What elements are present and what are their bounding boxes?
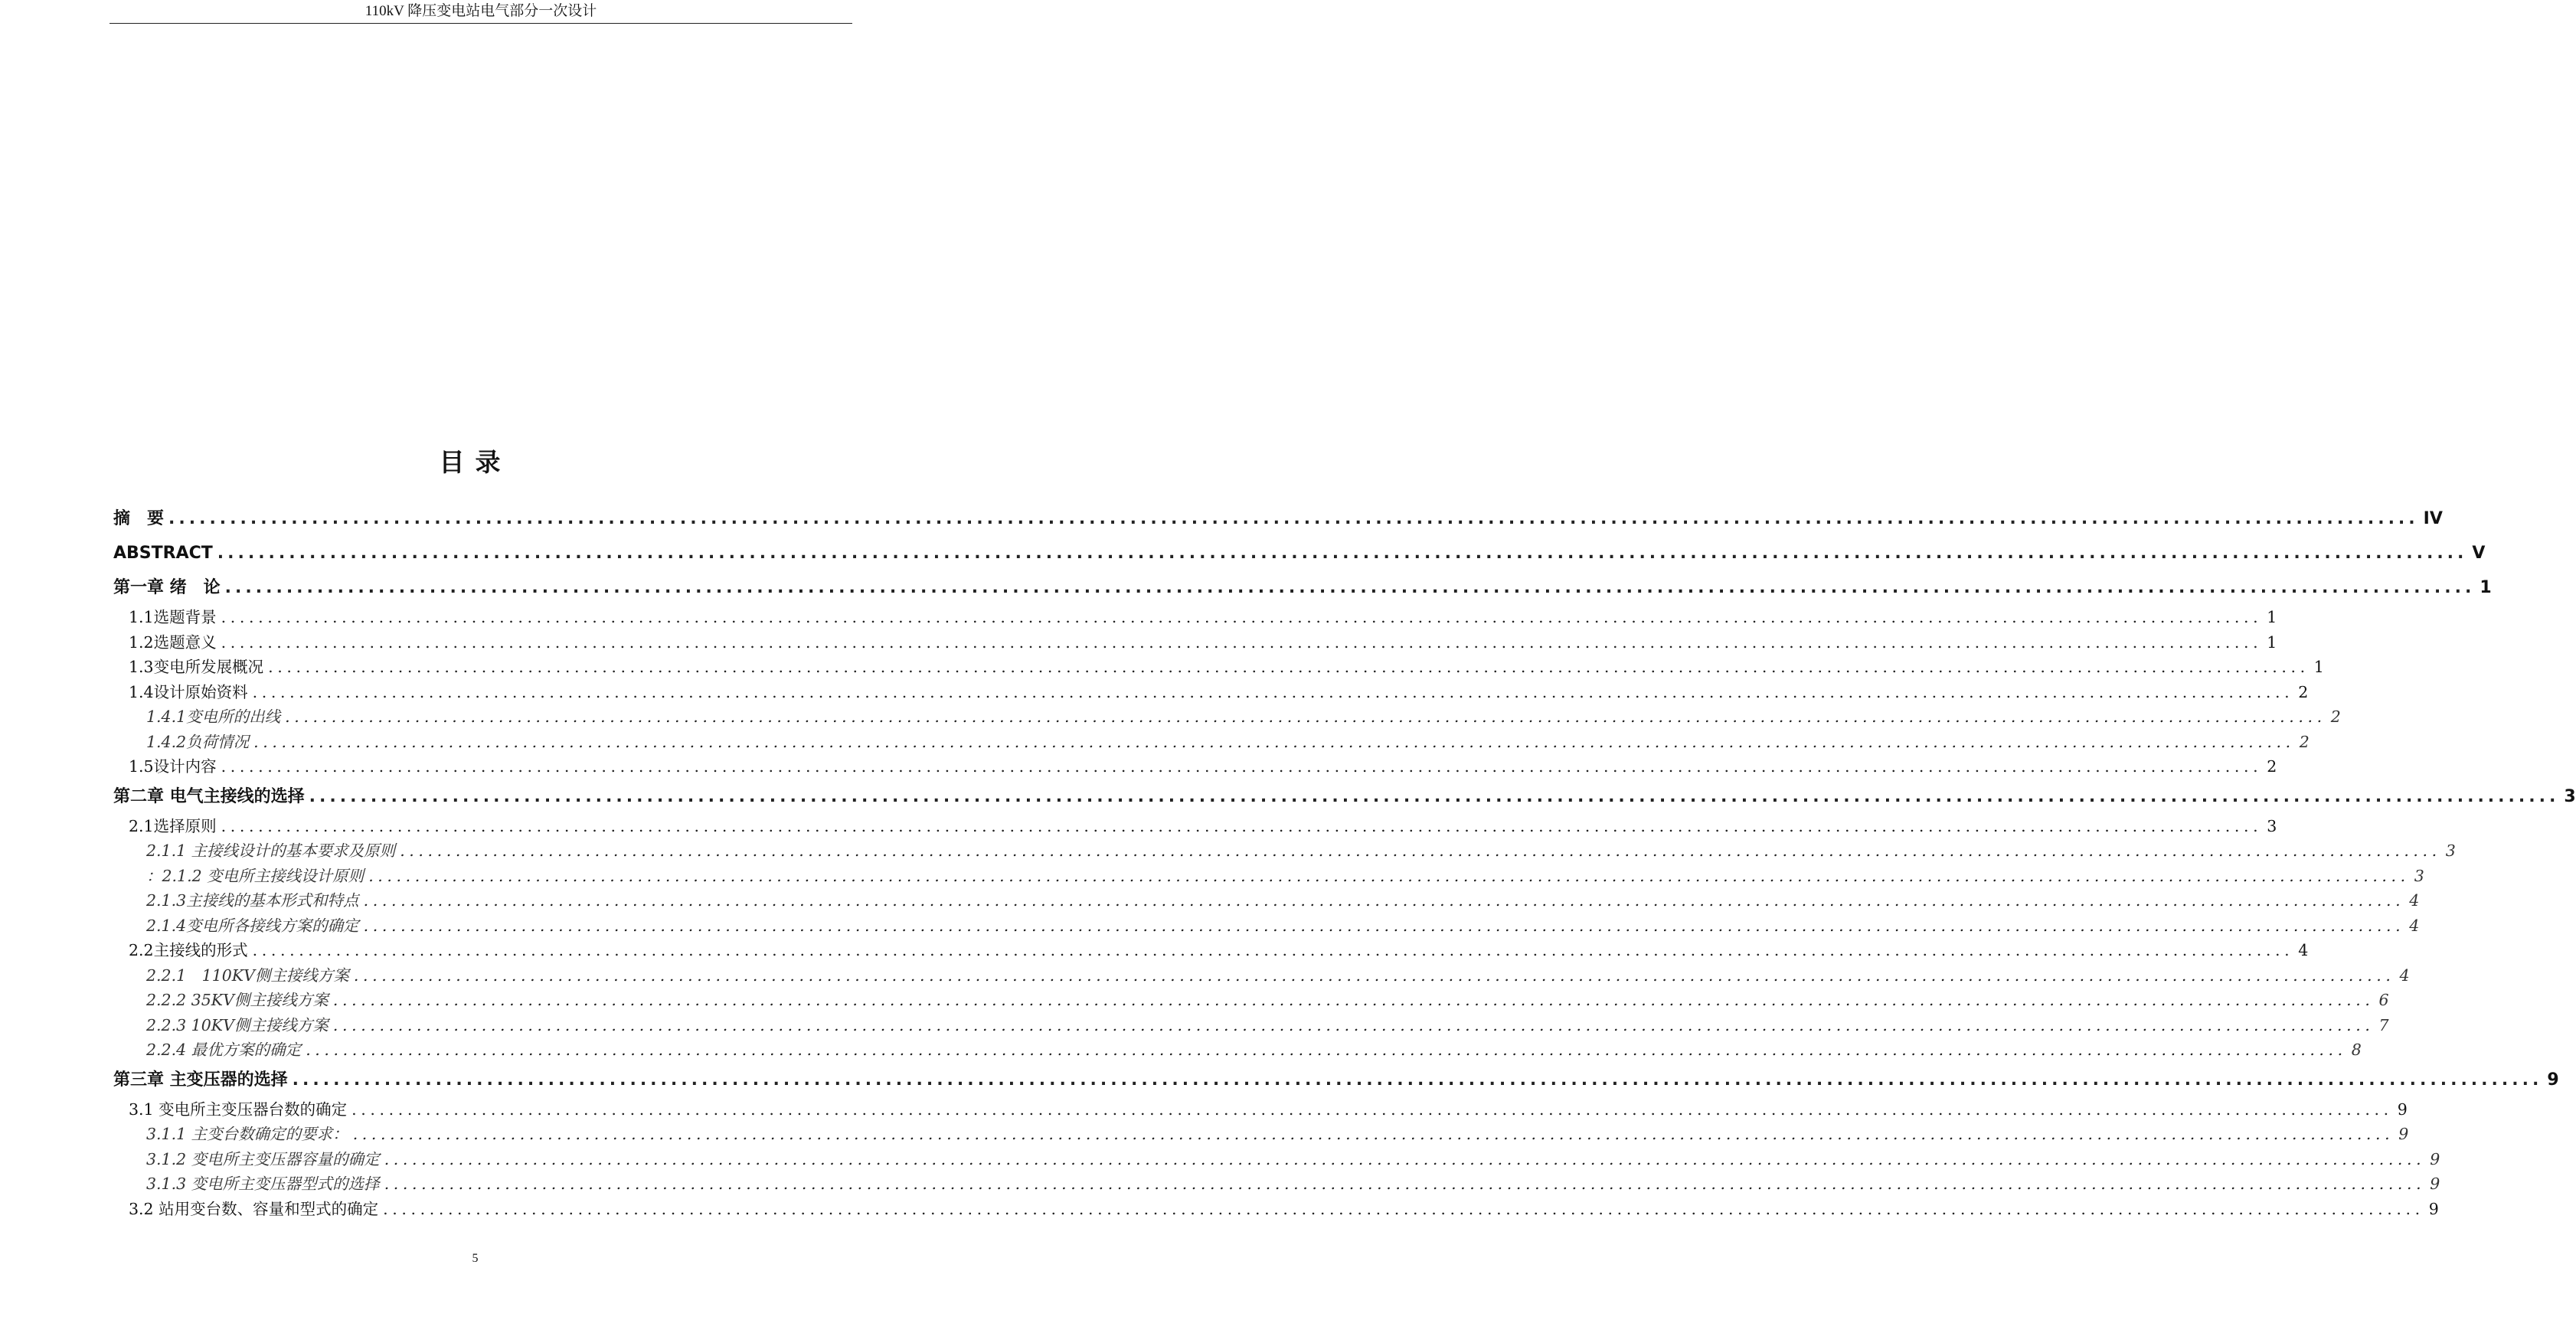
- dot-leader: ............................................................................................................................................................................................................................: [368, 866, 2410, 885]
- toc-entry-label: ：2.1.2 变电所主接线设计原则: [146, 866, 364, 885]
- dot-leader: ............................................................................................................................................................................................................................: [217, 544, 2468, 563]
- toc-entry-label: 1.4设计原始资料: [129, 682, 248, 701]
- toc-entry-label: 第一章 绪 论: [113, 578, 221, 597]
- toc-entry[interactable]: [113, 1013, 2389, 1038]
- toc-entry-label: 1.2选题意义: [129, 632, 217, 652]
- dot-leader: ............................................................................................................................................................................................................................: [221, 757, 2263, 776]
- dot-leader: ............................................................................................................................................................................................................................: [221, 816, 2263, 835]
- toc-entry-label: 3.1.3 变电所主变压器型式的选择: [146, 1175, 380, 1193]
- toc-entry-page: 9: [2430, 1175, 2440, 1193]
- toc-entry[interactable]: [113, 779, 2576, 814]
- toc-entry-page: 2: [2299, 732, 2310, 751]
- toc-entry[interactable]: [113, 988, 2389, 1013]
- dot-leader: ............................................................................................................................................................................................................................: [384, 1175, 2426, 1193]
- toc-entry[interactable]: [113, 1097, 2408, 1122]
- toc-entry-label: 3.1 变电所主变压器台数的确定: [129, 1100, 348, 1119]
- toc-entry[interactable]: [113, 864, 2424, 889]
- toc-entry-page: 4: [2399, 966, 2410, 985]
- toc-entry-page: 7: [2378, 1015, 2389, 1034]
- dot-leader: ............................................................................................................................................................................................................................: [400, 841, 2441, 860]
- toc-entry[interactable]: [113, 1122, 2409, 1147]
- toc-entry[interactable]: [113, 704, 2341, 730]
- dot-leader: ............................................................................................................................................................................................................................: [221, 608, 2263, 626]
- toc-entry-page: 2: [2298, 682, 2309, 701]
- dot-leader: ............................................................................................................................................................................................................................: [363, 916, 2405, 935]
- toc-entry[interactable]: [113, 502, 2443, 536]
- toc-entry-page: 4: [2409, 916, 2420, 935]
- toc-entry[interactable]: [113, 536, 2486, 570]
- toc-entry-page: 9: [2398, 1125, 2409, 1143]
- toc-entry-label: 2.2.1 110KV侧主接线方案: [146, 966, 349, 985]
- toc-entry[interactable]: [113, 814, 2277, 839]
- dot-leader: ............................................................................................................................................................................................................................: [352, 1125, 2395, 1143]
- toc-entry-label: 1.3变电所发展概况: [129, 658, 264, 676]
- toc-entry[interactable]: [113, 1197, 2439, 1222]
- toc-entry-label: 1.1选题背景: [129, 608, 217, 626]
- toc-entry-page: 2: [2267, 757, 2277, 776]
- dot-leader: ............................................................................................................................................................................................................................: [353, 966, 2395, 985]
- toc-entry-label: 2.1.1 主接线设计的基本要求及原则: [146, 841, 396, 860]
- toc-entry-page: 3: [2414, 866, 2424, 885]
- toc-entry[interactable]: [113, 963, 2410, 988]
- toc-entry[interactable]: [113, 938, 2309, 963]
- toc-entry-label: 3.2 站用变台数、容量和型式的确定: [129, 1199, 379, 1218]
- page-number: 5: [472, 1252, 479, 1265]
- dot-leader: ............................................................................................................................................................................................................................: [332, 991, 2375, 1009]
- dot-leader: ............................................................................................................................................................................................................................: [252, 941, 2294, 959]
- toc-entry[interactable]: [113, 655, 2324, 680]
- toc-entry-page: 3: [2564, 786, 2576, 806]
- toc-entry-label: 摘 要: [113, 509, 165, 528]
- toc-entry[interactable]: [113, 1171, 2440, 1197]
- dot-leader: ............................................................................................................................................................................................................................: [306, 1041, 2347, 1059]
- toc-entry[interactable]: [113, 605, 2277, 630]
- toc-entry-page: 1: [2480, 578, 2492, 597]
- toc-entry-page: 1: [2267, 608, 2277, 626]
- toc-entry[interactable]: [113, 838, 2456, 864]
- toc-entry[interactable]: [113, 1063, 2559, 1097]
- toc-entry[interactable]: [113, 1037, 2362, 1063]
- dot-leader: ............................................................................................................................................................................................................................: [252, 682, 2294, 701]
- toc-entry-label: 1.4.2负荷情况: [146, 732, 250, 751]
- dot-leader: ............................................................................................................................................................................................................................: [292, 1070, 2543, 1090]
- toc-entry-label: 2.1.3主接线的基本形式和特点: [146, 891, 359, 910]
- toc-entry-label: 1.4.1变电所的出线: [146, 707, 281, 726]
- toc-entry-label: 2.2.2 35KV侧主接线方案: [146, 991, 329, 1009]
- toc-entry-page: 2: [2330, 707, 2341, 726]
- toc-entry-page: 3: [2267, 816, 2277, 835]
- toc-entry[interactable]: [113, 888, 2420, 913]
- toc-entry-label: ABSTRACT: [113, 544, 213, 563]
- toc-entry-page: 4: [2409, 891, 2420, 910]
- toc-entry-page: V: [2472, 544, 2486, 563]
- toc-entry-page: 1: [2267, 632, 2277, 652]
- dot-leader: ............................................................................................................................................................................................................................: [253, 732, 2295, 751]
- toc-entry[interactable]: [113, 913, 2420, 939]
- toc-entry[interactable]: [113, 680, 2309, 705]
- running-header: 110kV 降压变电站电气部分一次设计: [110, 0, 852, 24]
- toc-entry-label: 2.2主接线的形式: [129, 941, 248, 959]
- toc-entry-label: 3.1.2 变电所主变压器容量的确定: [146, 1149, 380, 1168]
- toc-entry[interactable]: [113, 570, 2492, 605]
- toc-entry-page: IV: [2423, 509, 2443, 528]
- dot-leader: ............................................................................................................................................................................................................................: [224, 578, 2476, 597]
- dot-leader: ............................................................................................................................................................................................................................: [285, 707, 2326, 726]
- dot-leader: ............................................................................................................................................................................................................................: [168, 509, 2419, 528]
- toc-entry-page: 9: [2547, 1070, 2559, 1090]
- dot-leader: ............................................................................................................................................................................................................................: [309, 786, 2560, 806]
- toc-entry-label: 2.2.4 最优方案的确定: [146, 1041, 302, 1059]
- toc-entry-label: 3.1.1 主变台数确定的要求：: [146, 1125, 348, 1143]
- dot-leader: ............................................................................................................................................................................................................................: [268, 658, 2310, 676]
- dot-leader: ............................................................................................................................................................................................................................: [332, 1015, 2375, 1034]
- toc-entry-page: 9: [2430, 1149, 2440, 1168]
- toc-entry-page: 9: [2397, 1100, 2408, 1119]
- toc-entry-page: 9: [2428, 1199, 2439, 1218]
- dot-leader: ............................................................................................................................................................................................................................: [363, 891, 2405, 910]
- dot-leader: ............................................................................................................................................................................................................................: [383, 1199, 2424, 1218]
- toc-title: 目录: [439, 447, 512, 477]
- toc-entry-label: 2.1选择原则: [129, 816, 217, 835]
- toc-entry-label: 1.5设计内容: [129, 757, 217, 776]
- dot-leader: ............................................................................................................................................................................................................................: [221, 632, 2263, 652]
- dot-leader: ............................................................................................................................................................................................................................: [384, 1149, 2426, 1168]
- toc-entry-page: 8: [2351, 1041, 2362, 1059]
- toc-entry-label: 2.1.4变电所各接线方案的确定: [146, 916, 359, 935]
- toc-entry-label: 2.2.3 10KV侧主接线方案: [146, 1015, 329, 1034]
- toc-entry-label: 第三章 主变压器的选择: [113, 1070, 288, 1090]
- toc-entry[interactable]: [113, 730, 2310, 755]
- toc-entry-page: 4: [2298, 941, 2309, 959]
- toc-entry-page: 6: [2378, 991, 2389, 1009]
- toc-entry-label: 第二章 电气主接线的选择: [113, 786, 305, 806]
- toc-entry-page: 3: [2445, 841, 2456, 860]
- toc-entry-page: 1: [2313, 658, 2324, 676]
- toc-entry[interactable]: [113, 754, 2277, 779]
- toc-entry[interactable]: [113, 1147, 2440, 1172]
- toc-entry[interactable]: [113, 630, 2277, 655]
- table-of-contents: [113, 502, 2576, 1221]
- dot-leader: ............................................................................................................................................................................................................................: [351, 1100, 2393, 1119]
